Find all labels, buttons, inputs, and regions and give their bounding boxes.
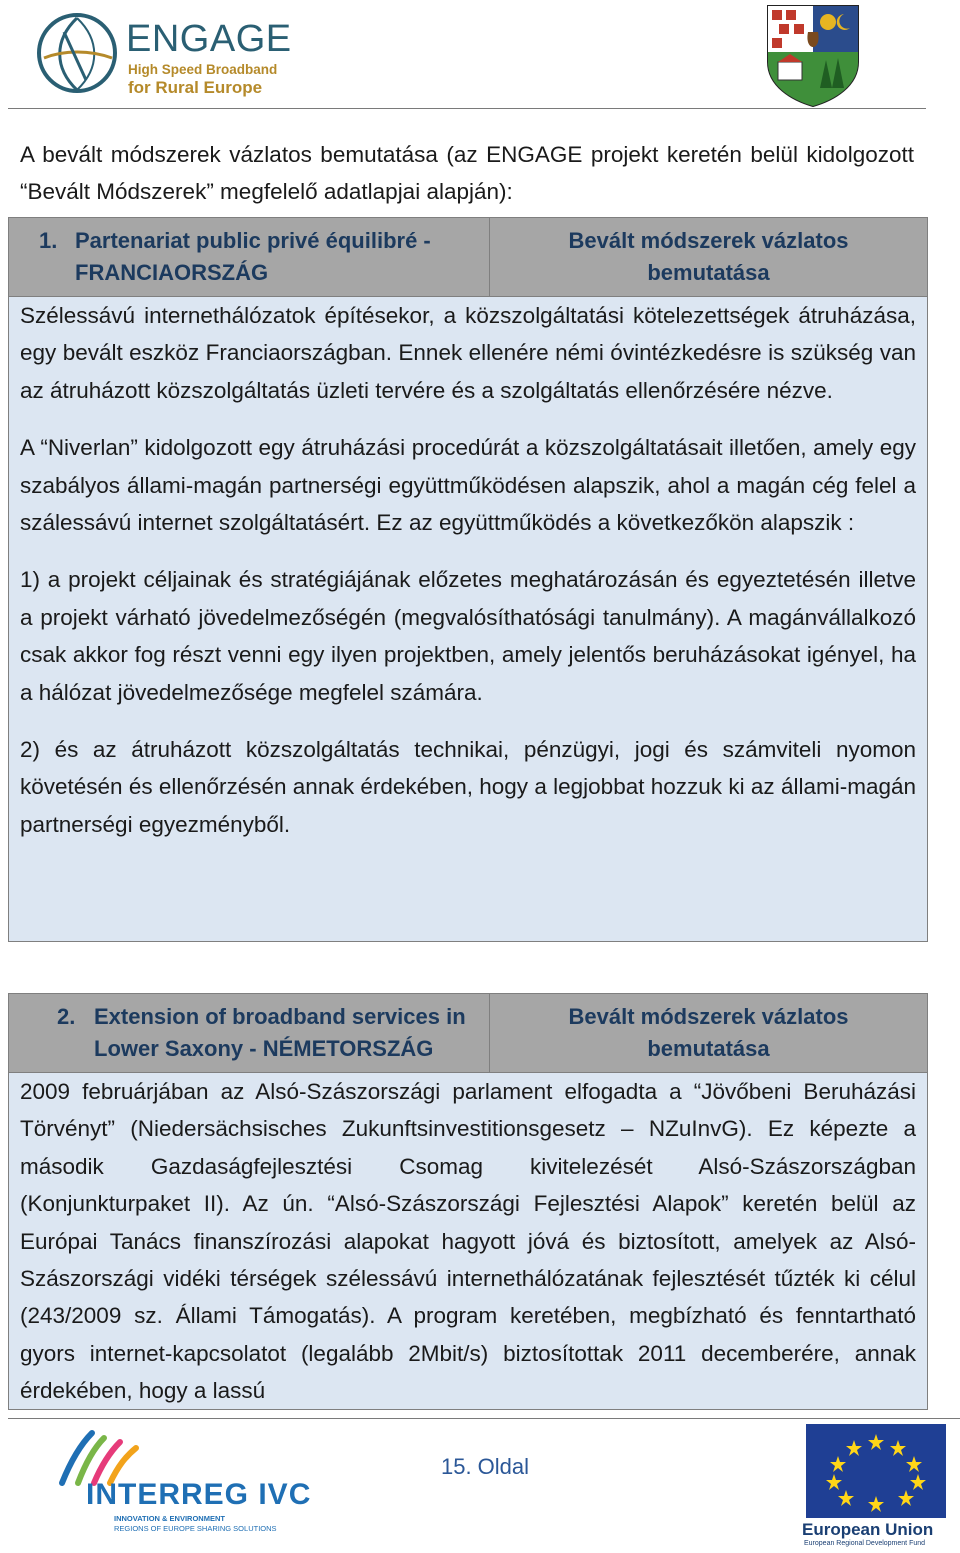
practice-table-2 (8, 993, 928, 1410)
practice-2-body (9, 1073, 927, 1410)
practice-1-paragraph: Szélessávú internethálózatok építésekor, a közszolgáltatási kötelezettségek átruházása, egy bevált eszköz Franciaországban. Ennek ellenére némi óvintézkedésre is szükség van az átruházott közszolgáltatás üzleti tervére és a szolgáltatás ellenőrzésére nézve. (20, 303, 916, 403)
practice-2-header (9, 994, 927, 1073)
practice-1-title-line-2: FRANCIAORSZÁG (75, 260, 269, 285)
practice-1-paragraph: 2) és az átruházott közszolgáltatás technikai, pénzügyi, jogi és számviteli nyomon követésén és ellenőrzésén annak érdekében, hogy a legjobbat hozzuk ki az állami-magán partnerségi egyezményből. (20, 737, 916, 837)
interreg-title: INTERREG IVC (86, 1478, 312, 1511)
practice-1-summary-line-1: Bevált módszerek vázlatos (568, 228, 849, 253)
engage-title: ENGAGE (126, 18, 292, 60)
practice-2-title (94, 1001, 466, 1065)
page-header (0, 0, 960, 110)
practice-1-header (9, 218, 927, 297)
coat-of-arms-icon (764, 2, 862, 108)
engage-subtitle-1: High Speed Broadband (128, 62, 278, 77)
practice-2-title-line-2: Lower Saxony - NÉMETORSZÁG (94, 1036, 434, 1061)
eu-flag-icon (806, 1424, 946, 1518)
practice-2-title-line-1: Extension of broadband services in (94, 1004, 466, 1029)
footer-divider (8, 1418, 960, 1419)
practice-2-summary-line-2: bemutatása (647, 1036, 770, 1061)
eu-subtitle: European Regional Development Fund (804, 1540, 926, 1547)
practice-1-title (75, 225, 431, 289)
practice-1-number: 1. (39, 228, 58, 253)
practice-2-summary-heading (490, 994, 927, 1072)
practice-1-title-line-1: Partenariat public privé équilibré - (75, 228, 431, 253)
intro-text: A bevált módszerek vázlatos bemutatása (az ENGAGE projekt keretén belül kidolgozott “Bevált Módszerek” megfelelő adatlapjai alapján): (20, 142, 914, 204)
eu-text: European Union (802, 1520, 934, 1539)
practice-1-paragraph: A “Niverlan” kidolgozott egy átruházási procedúrát a közszolgáltatásait illetően, amely egy szabályos állami-magán partnerségi együttműködésen alapszik, ahol a magán cég felel a szálessávú internet szolgáltatásért. Ez az együttműködés a következőkön alapszik : (20, 435, 916, 536)
practice-1-title-cell (9, 218, 490, 296)
practice-1-paragraph: 1) a projekt céljainak és stratégiájának előzetes meghatározásán és egyeztetésén illetve a projekt várható jövedelmezőségén (megvalósíthatósági tanulmány). A magánvállalkozó csak akkor fog részt venni egy ilyen projektben, amely jelentős beruházásokat igényel, ha a hálózat jövedelmezősége megfelel számára. (20, 567, 916, 705)
eu-logo (802, 1424, 948, 1550)
page-number: 15. Oldal (440, 1454, 530, 1479)
interreg-subtitle-1: INNOVATION & ENVIRONMENT (114, 1514, 225, 1523)
engage-logo (34, 10, 292, 97)
practice-1-summary-line-2: bemutatása (647, 260, 770, 285)
practice-2-summary-line-1: Bevált módszerek vázlatos (568, 1004, 849, 1029)
engage-globe-icon (34, 10, 120, 96)
engage-subtitle-2: for Rural Europe (128, 78, 263, 97)
practice-2-paragraph: 2009 februárjában az Alsó-Szászországi parlament elfogadta a “Jövőbeni Beruházási Törvényt” (Niedersächsisches Zukunftsinvestitionsgesetz – NZuInvG). Ez képezte a második Gazdaságfejlesztési Csomag kivitelezését Alsó-Szászországban (Konjunkturpaket II). Az ún. “Alsó-Szászországi Fejlesztési Alapok” keretén belül az Európai Tanács finanszírozási alapokat hagyott jóvá és biztosított, amelyek az Alsó-Szászországi vidéki térségek szélessávú internethálózatának fejlesztését tűzték ki célul (243/2009 sz. Állami Támogatás). A program keretében, megbízható és fenntartható gyors internet-kapcsolatot (legalább 2Mbit/s) biztosítottak 2011 decemberére, annak érdekében, hogy a lassú (20, 1079, 916, 1404)
practice-1-summary-heading (490, 218, 927, 296)
header-divider (8, 108, 926, 109)
interreg-subtitle-2: REGIONS OF EUROPE SHARING SOLUTIONS (114, 1524, 277, 1533)
practice-1-body (9, 297, 927, 843)
practice-table-1 (8, 217, 928, 942)
practice-2-title-cell (9, 994, 490, 1072)
interreg-logo (52, 1428, 312, 1538)
practice-2-number: 2. (57, 1004, 76, 1029)
